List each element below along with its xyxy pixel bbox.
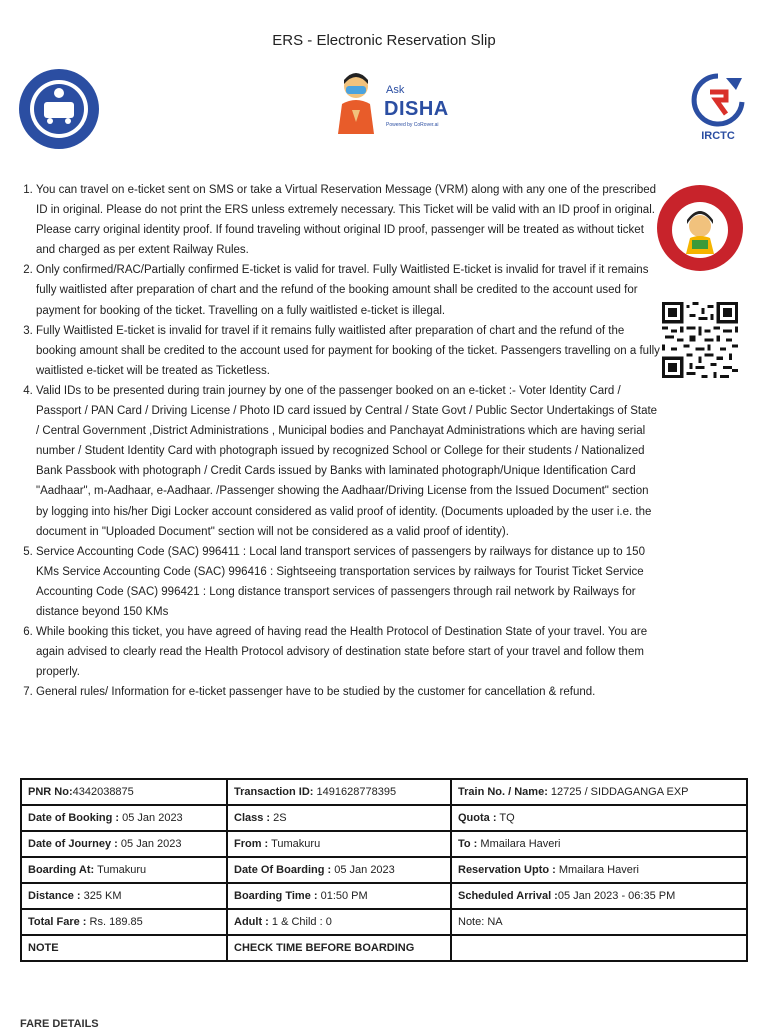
qr-code [662, 302, 738, 378]
rule-item: 2. Only confirmed/RAC/Partially confirmed E-ticket is valid for travel. Fully Waitlisted E-ticket is invalid for travel if it remains fully waitlisted after preparation of chart and the refund of the booking amount shall be credited to the account used for payment for booking of the ticket. Travelling on a fully waitlisted e-ticket is illegal. [36, 260, 660, 320]
check-time-label: CHECK TIME BEFORE BOARDING [234, 942, 415, 954]
journey-date-value: 05 Jan 2023 [120, 838, 182, 850]
scheduled-arrival-value: 05 Jan 2023 - 06:35 PM [557, 890, 676, 902]
booking-date-label: Date of Booking : [28, 812, 120, 824]
table-row [21, 883, 747, 909]
transaction-cell [227, 779, 451, 805]
to-label: To : [458, 838, 478, 850]
disha-name-text: DISHA [384, 98, 449, 120]
rule-item: 5. Service Accounting Code (SAC) 996411 : Local land transport services of passengers by railways for distance up to 150 KMs Service Accounting Code (SAC) 996416 : Sightseeing transportation services by railways for Tourist Ticket Service Accounting Code (SAC) 996421 : Long distance transport services of passengers through rail network by Railways for distance beyond 150 KMs [36, 542, 660, 622]
disha-avatar-icon [332, 70, 380, 134]
pnr-label: PNR No: [28, 786, 73, 798]
boarding-date-cell [227, 857, 451, 883]
distance-value: 325 KM [83, 890, 122, 902]
rule-item: 4. Valid IDs to be presented during train journey by one of the passenger booked on an e-ticket :- Voter Identity Card / Passport / PAN Card / Driving License / Photo ID card issued by Central / State Govt / Public Sector Undertakings of State / Central Government ,District Administrations , Municipal bodies and Panchayat Administrations which are having serial number / Student Identity Card with photograph issued by recognized School or College for their students / Nationalized Bank Passbook with photograph / Credit Cards issued by Banks with laminated photograph/Unique Identification Card "Aadhaar", m-Aadhaar, e-Aadhaar. /Passenger showing the Aadhaar/Driving License from the Issued Document" section by logging into his/her Digi Locker account considered as valid proof of identity. (Documents uploaded by the user i.e. the document in "Uploaded Document" section will not be considered as a valid proof of identity). [36, 381, 660, 542]
note-cell [21, 935, 227, 961]
journey-date-label: Date of Journey : [28, 838, 118, 850]
from-value: Tumakuru [271, 838, 321, 850]
class-value: 2S [273, 812, 287, 824]
rule-item: 6. While booking this ticket, you have agreed of having read the Health Protocol of Destination State of your travel. You are again advised to clearly read the Health Protocol advisory of destination state before start of your travel and follow them properly. [36, 622, 660, 682]
distance-label: Distance : [28, 890, 81, 902]
table-row [21, 779, 747, 805]
train-label: Train No. / Name: [458, 786, 548, 798]
note-label: NOTE [28, 942, 59, 954]
passengers-label: Adult : [234, 916, 269, 928]
boarding-date-label: Date Of Boarding : [234, 864, 332, 876]
total-fare-cell [21, 909, 227, 935]
transaction-value: 1491628778395 [316, 786, 397, 798]
quota-value: TQ [499, 812, 515, 824]
boarding-date-value: 05 Jan 2023 [334, 864, 395, 876]
booking-date-cell [21, 805, 227, 831]
check-time-cell [227, 935, 451, 961]
beti-bachao-logo [656, 184, 744, 272]
table-row [21, 909, 747, 935]
rule-item: 1. You can travel on e-ticket sent on SMS or take a Virtual Reservation Message (VRM) along with any one of the prescribed ID in original. Please do not print the ERS unless extremely necessary. This Ticket will be valid with an ID proof in original. Please carry original identity proof. If found traveling without original ID proof, passenger will be treated as without ticket and charged as per extent Railway Rules. [36, 180, 660, 260]
pnr-value: 4342038875 [72, 786, 134, 798]
rules-list [16, 180, 660, 702]
train-cell [451, 779, 747, 805]
rule-item: 3. Fully Waitlisted E-ticket is invalid for travel if it remains fully waitlisted after preparation of chart and the refund of the booking amount shall be credited to the account used for payment for booking of the ticket. Passengers travelling on a fully waitlisted e-ticket will be treated as Ticketless. [36, 321, 660, 381]
from-label: From : [234, 838, 269, 850]
table-row [21, 857, 747, 883]
class-label: Class : [234, 812, 271, 824]
irctc-text: IRCTC [701, 130, 735, 142]
to-cell [451, 831, 747, 857]
boarding-time-cell [227, 883, 451, 909]
note-small-cell [451, 909, 747, 935]
passengers-value: 1 & Child : 0 [271, 916, 332, 928]
irctc-logo [686, 72, 750, 144]
total-fare-value: Rs. 189.85 [89, 916, 143, 928]
reservation-upto-label: Reservation Upto : [458, 864, 556, 876]
disha-ask-text: Ask [386, 84, 405, 96]
boarding-time-label: Boarding Time : [234, 890, 318, 902]
reservation-upto-value: Mmailara Haveri [558, 864, 639, 876]
indian-railways-logo [18, 68, 100, 150]
boarding-time-value: 01:50 PM [320, 890, 368, 902]
fare-details-heading: FARE DETAILS [20, 1018, 99, 1030]
irctc-emblem-icon [686, 72, 750, 130]
boarding-at-value: Tumakuru [97, 864, 147, 876]
distance-cell [21, 883, 227, 909]
quota-label: Quota : [458, 812, 497, 824]
table-row [21, 831, 747, 857]
journey-date-cell [21, 831, 227, 857]
passengers-cell [227, 909, 451, 935]
train-value: 12725 / SIDDAGANGA EXP [550, 786, 689, 798]
note-small-value: Note: NA [458, 916, 503, 928]
reservation-upto-cell [451, 857, 747, 883]
booking-date-value: 05 Jan 2023 [122, 812, 183, 824]
empty-cell [451, 935, 747, 961]
transaction-label: Transaction ID: [234, 786, 314, 798]
class-cell [227, 805, 451, 831]
ask-disha-logo [332, 70, 462, 134]
from-cell [227, 831, 451, 857]
booking-details-table [20, 778, 748, 962]
total-fare-label: Total Fare : [28, 916, 87, 928]
to-value: Mmailara Haveri [480, 838, 561, 850]
pnr-cell [21, 779, 227, 805]
rule-item: 7. General rules/ Information for e-ticket passenger have to be studied by the customer for cancellation & refund. [36, 682, 660, 702]
boarding-at-cell [21, 857, 227, 883]
table-row [21, 805, 747, 831]
page-title: ERS - Electronic Reservation Slip [272, 32, 496, 49]
boarding-at-label: Boarding At: [28, 864, 95, 876]
quota-cell [451, 805, 747, 831]
scheduled-arrival-label: Scheduled Arrival : [458, 890, 558, 902]
disha-powered-text: Powered by CoRover.ai [386, 122, 439, 128]
scheduled-arrival-cell [451, 883, 747, 909]
table-row [21, 935, 747, 961]
